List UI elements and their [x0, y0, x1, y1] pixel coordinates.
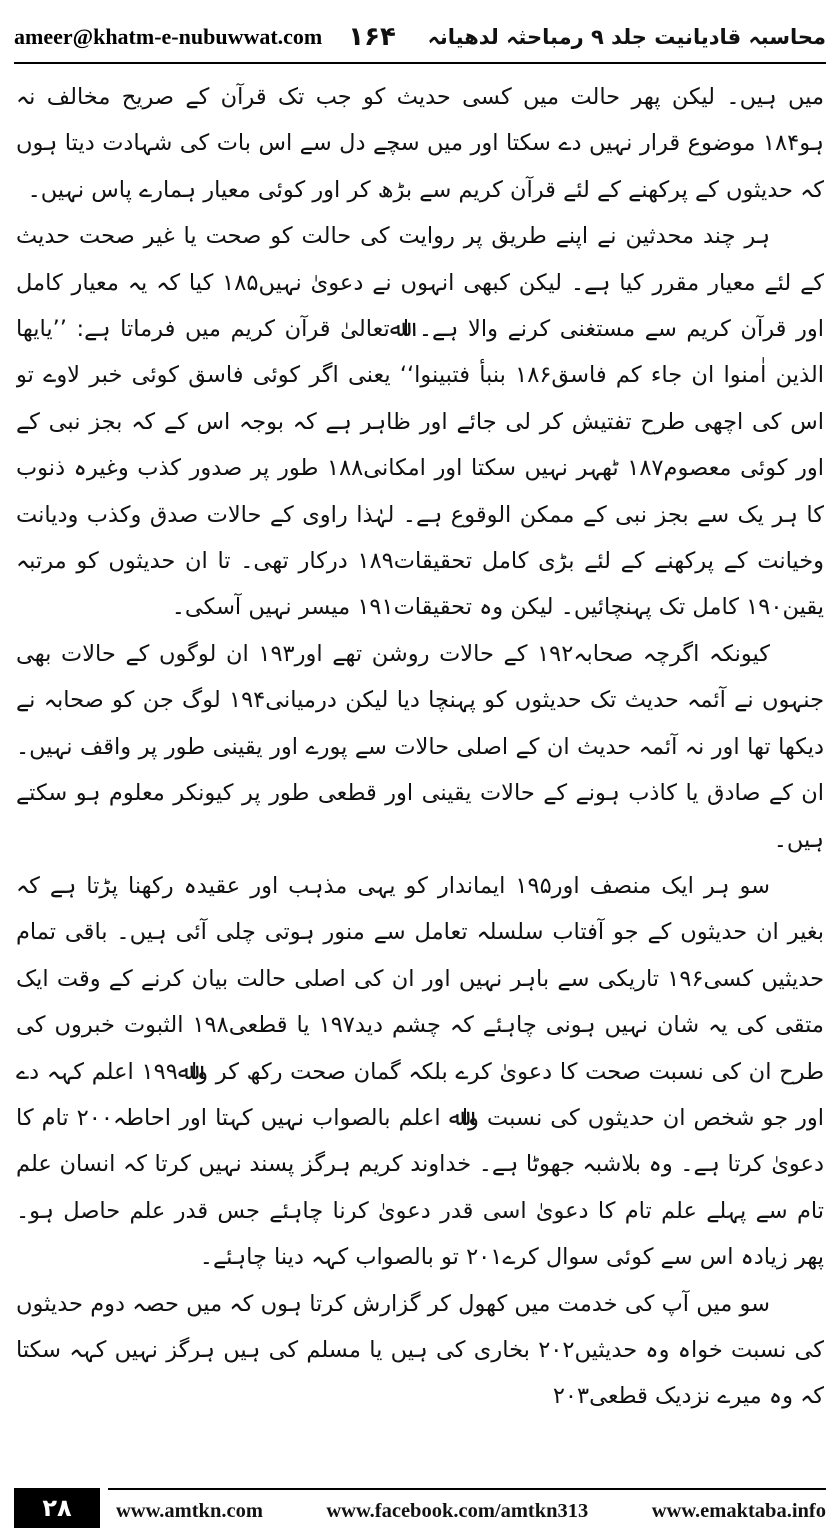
page-footer: [0, 1488, 840, 1530]
page-body: [16, 74, 824, 1464]
footer-link-facebook[interactable]: www.facebook.com/amtkn313: [326, 1499, 589, 1522]
paragraph-4: سو ہر ایک منصف اور۱۹۵ ایماندار کو یہی مذہب اور عقیدہ رکھنا پڑتا ہے کہ بغیر ان حدیثوں کے جو آفتاب سلسلہ تعامل سے منور ہوتی چلی آئی ہیں۔ باقی تمام حدیثیں کسی۱۹۶ تاریکی سے باہر نہیں اور ان کی اصلی حالت بیان کرنے کے وقت ایک متقی کی یہ شان نہیں ہونی چاہئے کہ چشم دید۱۹۷ یا قطعی۱۹۸ الثبوت خبروں کی طرح ان کی نسبت صحت کا دعویٰ کرے بلکہ گمان صحت رکھ کر واﷲ۱۹۹ اعلم کہہ دے اور جو شخص ان حدیثوں کی نسبت واﷲ اعلم بالصواب نہیں کہتا اور احاطہ۲۰۰ تام کا دعویٰ کرتا ہے۔ وہ بلاشبہ جھوٹا ہے۔ خداوند کریم ہرگز پسند نہیں کرتا کہ انسان علم تام سے پہلے علم تام کا دعویٰ اسی قدر دعویٰ کرنا چاہئے جس قدر علم حاصل ہو۔ پھر زیادہ اس سے کوئی سوال کرے۲۰۱ تو بالصواب کہہ دینا چاہئے۔: [16, 872, 824, 1271]
header-page-number: ۱۶۴: [348, 22, 396, 52]
footer-divider: [108, 1488, 826, 1490]
footer-link-amtkn[interactable]: www.amtkn.com: [116, 1499, 263, 1522]
paragraph-2: ہر چند محدثین نے اپنے طریق پر روایت کی حالت کو صحت یا غیر صحت حدیث کے لئے معیار مقرر کیا ہے۔ لیکن کبھی انہوں نے دعویٰ نہیں۱۸۵ کیا کہ یہ معیار کامل اور قرآن کریم سے مستغنی کرنے والا ہے۔ اﷲتعالیٰ قرآن کریم میں فرماتا ہے: ’’یایها الذین اٰمنوا ان جاء کم فاسق۱۸۶ بنبأ فتبینوا‘‘ یعنی اگر کوئی فاسق کوئی خبر لاوے تو اس کی اچھی طرح تفتیش کر لی جائے اور ظاہر ہے کہ بوجہ اس کے کہ بجز نبی کے اور کوئی معصوم۱۸۷ ٹھہر نہیں سکتا اور امکانی۱۸۸ طور پر صدور کذب وغیرہ ذنوب کا ہر یک سے بجز نبی کے ممکن الوقوع ہے۔ لہٰذا راوی کے حالات صدق وکذب ودیانت وخیانت کے پرکھنے کے لئے بڑی کامل تحقیقات۱۸۹ درکار تھی۔ تا ان حدیثوں کو مرتبہ یقین۱۹۰ کامل تک پہنچائیں۔ لیکن وہ تحقیقات۱۹۱ میسر نہیں آسکی۔: [16, 223, 824, 621]
header-left: [14, 22, 396, 52]
header-divider: [14, 62, 826, 64]
header-email[interactable]: ameer@khatm-e-nubuwwat.com: [14, 24, 323, 49]
page-header: [14, 14, 826, 60]
header-running-title: محاسبہ قادیانیت جلد ۹ رمباحثہ لدھیانہ: [427, 25, 826, 49]
footer-link-emaktaba[interactable]: www.emaktaba.info: [651, 1499, 826, 1522]
footer-page-number: ۲۸: [14, 1488, 100, 1528]
footer-links: [116, 1494, 826, 1528]
paragraph-3: کیونکہ اگرچہ صحابہ۱۹۲ کے حالات روشن تھے اور۱۹۳ ان لوگوں کے حالات بھی جنہوں نے آئمہ حدیث تک حدیثوں کو پہنچا دیا لیکن درمیانی۱۹۴ لوگ جن کو صحابہ نے دیکھا تھا اور نہ آئمہ حدیث ان کے اصلی حالات سے پورے اور یقینی طور پر واقف نہیں۔ ان کے صادق یا کاذب ہونے کے حالات یقینی اور قطعی طور پر کیونکر معلوم ہو سکتے ہیں۔: [16, 640, 824, 853]
paragraph-5: سو میں آپ کی خدمت میں کھول کر گزارش کرتا ہوں کہ میں حصہ دوم حدیثوں کی نسبت خواہ وہ حدیثیں۲۰۲ بخاری کی ہیں یا مسلم کی ہیں ہرگز نہیں کہہ سکتا کہ وہ میرے نزدیک قطعی۲۰۳: [16, 1290, 824, 1410]
paragraph-1: میں ہیں۔ لیکن پھر حالت میں کسی حدیث کو جب تک قرآن کے صریح مخالف نہ ہو۱۸۴ موضوع قرار نہیں دے سکتا اور میں سچے دل سے اس بات کی شہادت دیتا ہوں کہ حدیثوں کے پرکھنے کے لئے قرآن کریم سے بڑھ کر اور کوئی معیار ہمارے پاس نہیں۔: [16, 84, 824, 203]
